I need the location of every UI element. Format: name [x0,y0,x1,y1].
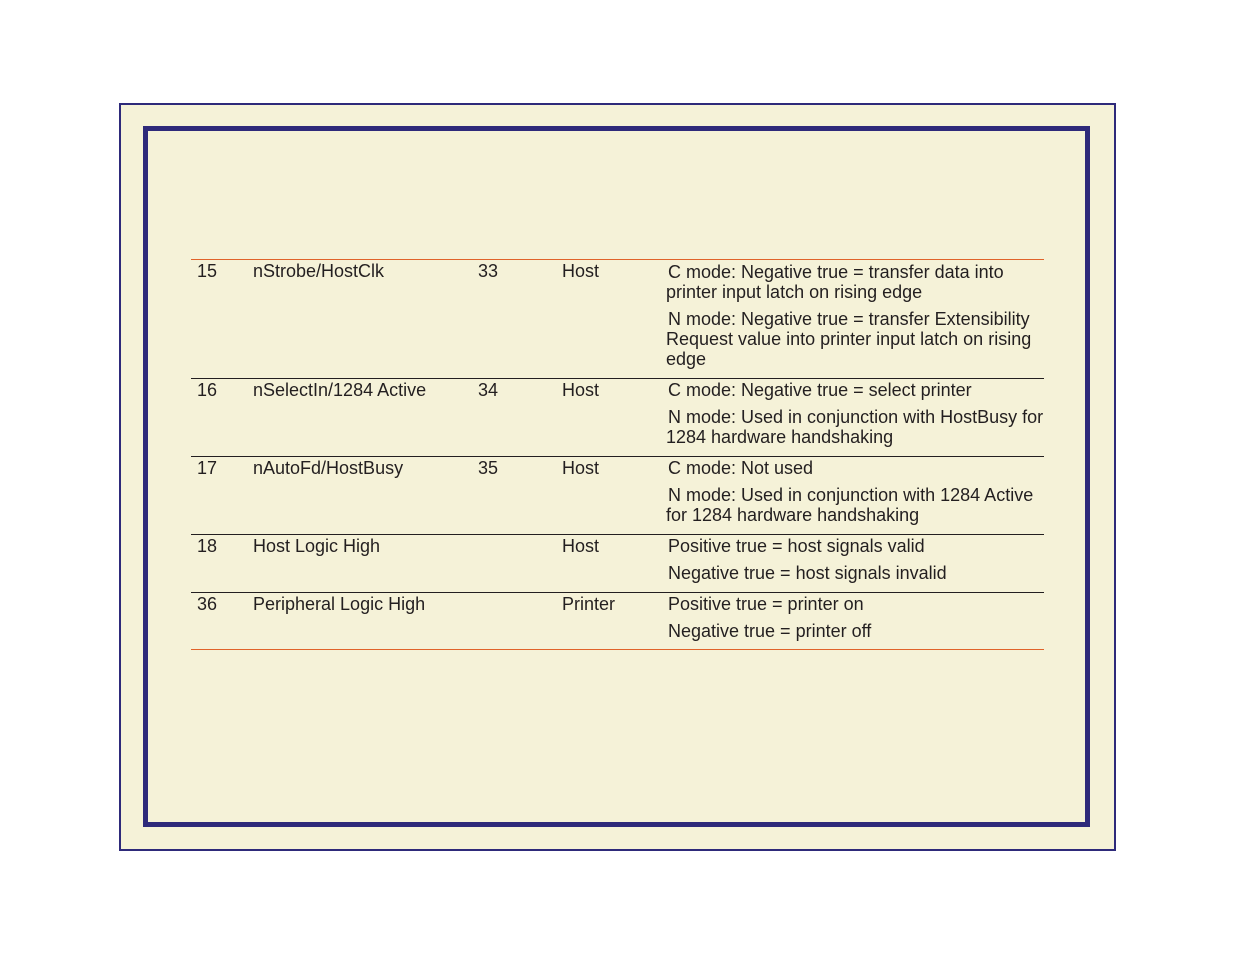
signal-source: Host [562,458,600,478]
return-pin: 35 [478,458,499,478]
return-pin [478,535,562,592]
description-text: N mode: Negative true = transfer Extensibility Request value into printer input latch on rising edge [666,309,1032,369]
description-text: Positive true = printer on [668,594,864,614]
return-pin [478,593,562,649]
pin-number: 18 [197,536,218,556]
signal-description [664,457,1044,534]
description-text: N mode: Used in conjunction with HostBusy for 1284 hardware handshaking [666,407,1044,447]
table-row [191,592,1044,649]
signal-description [664,535,1044,592]
signal-source: Host [562,261,600,281]
table-row [191,260,1044,378]
return-pin: 34 [478,380,499,400]
pin-number: 15 [197,261,218,281]
signal-name: nAutoFd/HostBusy [253,458,404,478]
table-row [191,534,1044,592]
pin-number: 17 [197,458,218,478]
signal-source: Printer [562,594,616,614]
signal-name: nSelectIn/1284 Active [253,380,427,400]
signal-description [664,379,1044,456]
signal-name: Host Logic High [253,536,381,556]
pin-number: 16 [197,380,218,400]
table-row [191,456,1044,534]
return-pin: 33 [478,261,499,281]
signal-source: Host [562,380,600,400]
description-text: C mode: Negative true = transfer data into printer input latch on rising edge [666,262,1004,302]
description-text: Negative true = host signals invalid [668,563,947,583]
signal-description [664,593,1044,649]
description-text: Positive true = host signals valid [668,536,925,556]
signal-name: Peripheral Logic High [253,594,426,614]
description-text: N mode: Used in conjunction with 1284 Active for 1284 hardware handshaking [666,485,1034,525]
pin-signal-table [191,259,1044,650]
description-text: C mode: Negative true = select printer [668,380,972,400]
signal-name: nStrobe/HostClk [253,261,385,281]
description-text: Negative true = printer off [668,621,872,641]
signal-description [664,260,1044,378]
description-text: C mode: Not used [668,458,814,478]
pin-number: 36 [197,594,218,614]
table-row [191,378,1044,456]
signal-source: Host [562,536,600,556]
